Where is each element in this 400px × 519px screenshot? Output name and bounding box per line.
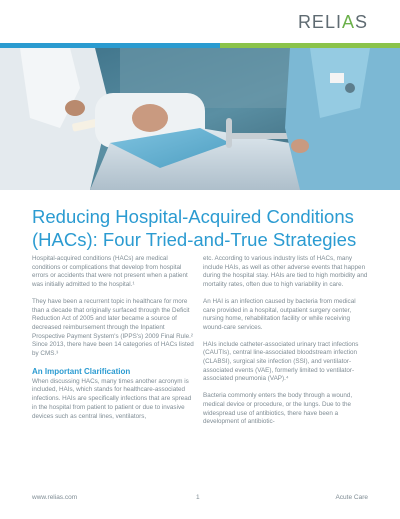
logo-a-mark: A bbox=[341, 12, 355, 32]
left-paragraph-2: They have been a recurrent topic in healthcare for more than a decade that originally surfaced through the Deficit Reduction Act of 2005 and later became a source of decreased reimbursement through the Inpatient Prospective Payment System's (IPPS's) 2009 Final Rule.² Since 2013, there have been 14 categories of HACs listed by CMS.³ bbox=[32, 297, 194, 358]
page-footer bbox=[32, 494, 368, 504]
page-title: Reducing Hospital-Acquired Conditions (HACs): Four Tried-and-True Strategies bbox=[32, 206, 357, 250]
logo-text-left: RELI bbox=[297, 12, 342, 32]
relias-logo[interactable] bbox=[298, 12, 368, 33]
section-subheading: An Important Clarification bbox=[32, 366, 131, 376]
left-paragraph-1: Hospital-acquired conditions (HACs) are medical conditions or complications that develop from hospital errors or accidents that were not present when a patient was initially admitted to the hospital.¹ bbox=[32, 255, 188, 289]
footer-section-label: Acute Care bbox=[335, 494, 368, 501]
right-column bbox=[203, 255, 368, 435]
footer-website-link[interactable]: www.relias.com bbox=[32, 494, 78, 501]
right-paragraph-3: HAIs include catheter-associated urinary tract infections (CAUTIs), central line-associated bloodstream infection (CLABSI), surgical site infection (SSI), and ventilator-associated events (VAE), formerly limited to ventilator-associated pneumonia (VAP).⁴ bbox=[203, 340, 359, 383]
right-paragraph-2: An HAI is an infection caused by bacteria from medical care provided in a hospital, outpatient surgery center, nursing home, rehabilitation facility or while receiving wound-care services. bbox=[203, 297, 356, 331]
footer-page-number: 1 bbox=[196, 494, 200, 501]
hospital-bed-photo-icon bbox=[0, 48, 400, 190]
logo-text-right: S bbox=[354, 12, 368, 32]
hero-photo bbox=[0, 48, 400, 190]
left-column bbox=[32, 255, 197, 429]
right-paragraph-4: Bacteria commonly enters the body through a wound, medical device or procedure, or the lungs. Due to the widespread use of antibiotics, there have been a development of antibiotic- bbox=[203, 392, 353, 426]
left-paragraph-3: When discussing HACs, many times another acronym is included, HAIs, which stands for healthcare-associated infections. HAIs are specifically infections that are spread in the hospital from patient to patient or due to invasive devices such as central lines, ventilators, bbox=[32, 377, 192, 420]
right-paragraph-1: etc. According to various industry lists of HACs, many include HAIs, as well as other adverse events that happen during the hospital stay. HAIs are tied to high morbidity and mortality rates, often due to high variability in care. bbox=[203, 255, 368, 289]
